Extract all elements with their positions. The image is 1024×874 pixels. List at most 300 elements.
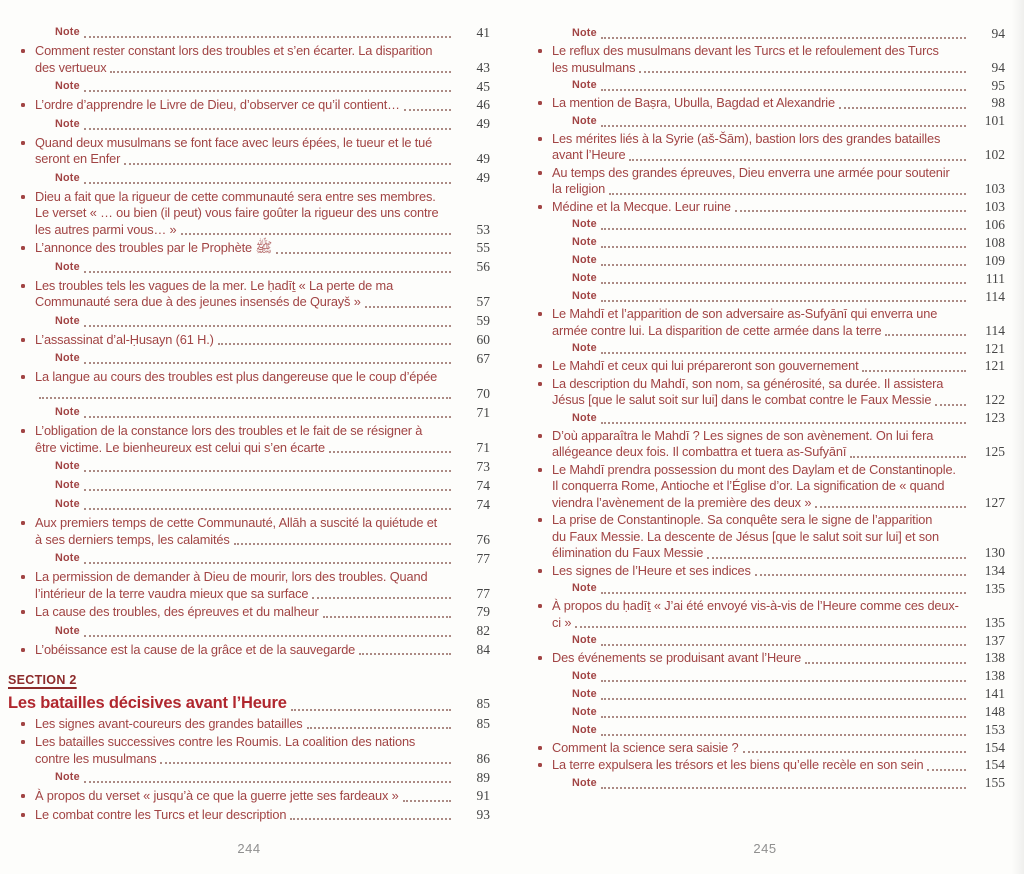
page-ref: 109 bbox=[984, 252, 1005, 268]
page-ref: 93 bbox=[476, 806, 490, 822]
toc-note-row bbox=[525, 340, 1005, 357]
toc-note-row bbox=[8, 116, 490, 133]
page-ref: 138 bbox=[984, 650, 1005, 665]
entry-text-line bbox=[35, 294, 490, 311]
page-ref: 41 bbox=[476, 24, 490, 40]
toc-note-row bbox=[525, 722, 1005, 739]
toc-entry bbox=[8, 788, 490, 805]
toc-note-row bbox=[8, 458, 490, 475]
toc-entry bbox=[525, 306, 1005, 339]
toc-entry bbox=[8, 332, 490, 349]
dotted-leader bbox=[601, 300, 966, 302]
toc-entry bbox=[8, 278, 490, 311]
dotted-leader bbox=[815, 506, 966, 508]
dotted-leader bbox=[601, 228, 966, 230]
note-label: Note bbox=[572, 669, 597, 682]
entry-text: Jésus [que le salut soit sur lui] dans le combat contre le Faux Messie bbox=[552, 392, 932, 407]
dotted-leader bbox=[365, 306, 451, 308]
entry-text-line: Quand deux musulmans se font face avec leurs épées, le tueur et le tué bbox=[35, 134, 433, 150]
page-ref: 56 bbox=[476, 259, 490, 274]
toc-entry bbox=[525, 428, 1005, 461]
page-ref: 43 bbox=[476, 59, 490, 75]
entry-text: Les batailles décisives avant l’Heure bbox=[8, 693, 287, 712]
entry-text: Le Mahdī et ceux qui lui prépareront son gouvernement bbox=[552, 358, 859, 373]
entry-text: Les signes avant-coureurs des grandes batailles bbox=[35, 715, 303, 731]
entry-text: allégeance deux fois. Il combattra et tuera as-Sufyānī bbox=[552, 444, 847, 459]
toc-note-row bbox=[8, 404, 490, 421]
note-label: Note bbox=[572, 582, 597, 594]
toc-entry bbox=[8, 716, 490, 733]
toc-note-row bbox=[8, 496, 490, 513]
page-ref: 121 bbox=[984, 358, 1005, 373]
toc-note-row bbox=[8, 623, 490, 640]
entry-text-line bbox=[35, 386, 490, 403]
dotted-leader bbox=[639, 71, 966, 73]
bullet-icon bbox=[538, 382, 542, 386]
note-label: Note bbox=[572, 687, 597, 700]
entry-text-line: Le Mahdī et l’apparition de son adversaire as-Sufyānī qui enverra une bbox=[552, 306, 938, 321]
toc-note-row bbox=[525, 686, 1005, 703]
dotted-leader bbox=[601, 787, 966, 789]
page-ref: 91 bbox=[476, 788, 490, 803]
dotted-leader bbox=[850, 456, 966, 458]
entry-text: La mention de Baṣra, Ubulla, Bagdad et Alexandrie bbox=[552, 95, 835, 110]
toc-entry bbox=[8, 135, 490, 168]
note-label: Note bbox=[55, 80, 80, 92]
dotted-leader bbox=[84, 781, 451, 783]
toc-note-row bbox=[8, 350, 490, 367]
bullet-icon bbox=[538, 518, 542, 522]
entry-text-line bbox=[552, 650, 1005, 667]
dotted-leader bbox=[403, 800, 451, 802]
entry-text: viendra l’avènement de la première des deux » bbox=[552, 494, 812, 510]
entry-text: Des événements se produisant avant l’Heure bbox=[552, 650, 802, 665]
entry-text-line bbox=[552, 60, 1005, 77]
bullet-icon bbox=[21, 375, 25, 379]
toc-entries-left bbox=[8, 24, 490, 823]
entry-text-line: La description du Mahdī, son nom, sa générosité, sa durée. Il assistera bbox=[552, 375, 944, 391]
toc-note-row bbox=[525, 77, 1005, 94]
dotted-leader bbox=[743, 751, 966, 753]
entry-text-line bbox=[552, 181, 1005, 198]
note-label: Note bbox=[55, 479, 80, 491]
toc-note-row bbox=[525, 216, 1005, 233]
entry-text-line bbox=[8, 693, 490, 714]
entry-text-line: La langue au cours des troubles est plus dangereuse que le coup d’épée bbox=[35, 369, 438, 384]
dotted-leader bbox=[84, 470, 451, 472]
entry-text-line: L’obligation de la constance lors des troubles et le fait de se résigner à bbox=[35, 423, 423, 438]
page-ref: 98 bbox=[991, 95, 1005, 110]
toc-entry bbox=[525, 376, 1005, 409]
bullet-icon bbox=[538, 171, 542, 175]
toc-entry bbox=[8, 642, 490, 659]
toc-entry bbox=[525, 462, 1005, 512]
dotted-leader bbox=[735, 210, 966, 212]
page-ref: 106 bbox=[984, 216, 1005, 232]
bullet-icon bbox=[538, 205, 542, 209]
entry-text-line bbox=[35, 60, 490, 77]
note-label: Note bbox=[572, 79, 597, 91]
bullet-icon bbox=[538, 137, 542, 141]
toc-note-row bbox=[525, 704, 1005, 721]
toc-entry bbox=[8, 369, 490, 402]
entry-text-line bbox=[35, 716, 490, 733]
dotted-leader bbox=[84, 416, 451, 418]
dotted-leader bbox=[601, 734, 966, 736]
section-label: SECTION 2 bbox=[8, 673, 77, 687]
toc-entry bbox=[525, 43, 1005, 76]
bullet-icon bbox=[21, 429, 25, 433]
bullet-icon bbox=[538, 763, 542, 767]
page-ref: 74 bbox=[476, 477, 490, 493]
toc-entry bbox=[525, 199, 1005, 216]
note-label: Note bbox=[572, 705, 597, 718]
page-ref: 86 bbox=[476, 750, 490, 766]
page-ref: 49 bbox=[476, 116, 490, 131]
bullet-icon bbox=[538, 312, 542, 316]
note-label: Note bbox=[55, 624, 80, 637]
page-ref: 82 bbox=[476, 623, 490, 638]
note-label: Note bbox=[55, 771, 80, 783]
dotted-leader bbox=[323, 616, 451, 618]
page-ref: 135 bbox=[984, 614, 1005, 630]
page-ref: 122 bbox=[984, 392, 1005, 407]
entry-text: contre les musulmans bbox=[35, 750, 157, 766]
page-ref: 94 bbox=[991, 59, 1005, 75]
page-ref: 94 bbox=[991, 25, 1005, 41]
bullet-icon bbox=[538, 656, 542, 660]
toc-entry bbox=[8, 240, 490, 257]
bullet-icon bbox=[21, 521, 25, 525]
dotted-leader bbox=[885, 334, 966, 336]
entry-text-line: Dieu a fait que la rigueur de cette communauté sera entre ses membres. bbox=[35, 188, 436, 204]
toc-entry bbox=[525, 740, 1005, 757]
entry-text: Médine et la Mecque. Leur ruine bbox=[552, 198, 731, 214]
dotted-leader bbox=[84, 182, 451, 184]
dotted-leader bbox=[601, 89, 966, 91]
note-label: Note bbox=[572, 218, 597, 230]
bullet-icon bbox=[21, 740, 25, 744]
entry-text-line: Le verset « … ou bien (il peut) vous faire goûter la rigueur des uns contre bbox=[35, 205, 439, 220]
toc-entry bbox=[525, 757, 1005, 774]
entry-text-line: Les batailles successives contre les Roumis. La coalition des nations bbox=[35, 734, 416, 749]
dotted-leader bbox=[862, 370, 966, 372]
page-ref: 95 bbox=[991, 77, 1005, 93]
toc-note-row bbox=[8, 477, 490, 494]
dotted-leader bbox=[609, 193, 966, 195]
toc-note-row bbox=[525, 234, 1005, 251]
bullet-icon bbox=[21, 338, 25, 342]
dotted-leader bbox=[935, 404, 966, 406]
toc-entry bbox=[525, 563, 1005, 580]
dotted-leader bbox=[276, 252, 451, 254]
entry-text-line: Comment rester constant lors des troubles et s’en écarter. La disparition bbox=[35, 43, 433, 58]
note-label: Note bbox=[572, 27, 597, 39]
toc-note-row bbox=[8, 769, 490, 786]
dotted-leader bbox=[755, 574, 966, 576]
page-ref: 135 bbox=[984, 580, 1005, 596]
bullet-icon bbox=[21, 284, 25, 288]
dotted-leader bbox=[312, 597, 451, 599]
toc-entries-right bbox=[525, 25, 1005, 792]
entry-text-line bbox=[35, 332, 490, 349]
toc-note-row bbox=[525, 113, 1005, 130]
page-ref: 85 bbox=[476, 695, 490, 711]
page-ref: 114 bbox=[985, 322, 1005, 338]
entry-text-line: Les mérites liés à la Syrie (aš-Šām), bastion lors des grandes batailles bbox=[552, 130, 941, 146]
bullet-icon bbox=[538, 49, 542, 53]
note-label: Note bbox=[55, 314, 80, 327]
bullet-icon bbox=[538, 364, 542, 368]
entry-text-line bbox=[552, 444, 1005, 461]
page-ref: 60 bbox=[476, 331, 490, 347]
toc-note-row bbox=[525, 288, 1005, 305]
toc-entry bbox=[8, 43, 490, 76]
note-label: Note bbox=[55, 498, 80, 510]
toc-note-row bbox=[525, 775, 1005, 792]
page-ref: 114 bbox=[985, 288, 1005, 304]
bullet-icon bbox=[538, 434, 542, 438]
entry-text-line bbox=[35, 440, 490, 457]
page-ref: 127 bbox=[984, 494, 1005, 510]
bullet-icon bbox=[21, 794, 25, 798]
toc-entry bbox=[525, 131, 1005, 164]
entry-text-line bbox=[35, 604, 490, 621]
dotted-leader bbox=[575, 626, 966, 628]
note-label: Note bbox=[572, 342, 597, 354]
entry-text: élimination du Faux Messie bbox=[552, 545, 704, 560]
page-ref: 123 bbox=[984, 410, 1005, 425]
page-ref: 108 bbox=[984, 234, 1005, 250]
entry-text: L’ordre d’apprendre le Livre de Dieu, d’observer ce qu’il contient… bbox=[35, 97, 400, 112]
toc-note-row bbox=[525, 580, 1005, 597]
page-ref: 101 bbox=[984, 113, 1005, 128]
bullet-icon bbox=[21, 195, 25, 199]
section-title-row bbox=[8, 693, 490, 714]
dotted-leader bbox=[160, 762, 451, 764]
toc-entry bbox=[8, 604, 490, 621]
entry-text-line: Aux premiers temps de cette Communauté, Allāh a suscité la quiétude et bbox=[35, 515, 438, 530]
dotted-leader bbox=[181, 233, 452, 235]
note-label: Note bbox=[55, 352, 80, 364]
dotted-leader bbox=[601, 125, 966, 127]
page-ref: 67 bbox=[476, 350, 490, 366]
entry-text-line: La prise de Constantinople. Sa conquête sera le signe de l’apparition bbox=[552, 512, 933, 527]
bullet-icon bbox=[538, 101, 542, 105]
bullet-icon bbox=[538, 604, 542, 608]
entry-text: L’assassinat d’al-Ḥusayn (61 H.) bbox=[35, 331, 214, 347]
entry-text: les autres parmi vous… » bbox=[35, 221, 177, 237]
bullet-icon bbox=[21, 103, 25, 107]
dotted-leader bbox=[39, 397, 451, 399]
note-label: Note bbox=[572, 236, 597, 248]
section-label-row bbox=[8, 672, 490, 689]
entry-text-line bbox=[35, 751, 490, 768]
page-ref: 84 bbox=[476, 641, 490, 657]
toc-note-row bbox=[8, 313, 490, 330]
entry-text: à ses derniers temps, les calamités bbox=[35, 531, 230, 547]
entry-text-line bbox=[552, 199, 1005, 216]
entry-text-line: À propos du ḥadīṯ « J’ai été envoyé vis-à-vis de l’Heure comme ces deux- bbox=[552, 598, 959, 613]
entry-text-line bbox=[552, 358, 1005, 375]
scan-edge-shadow bbox=[1012, 0, 1024, 874]
entry-text: armée contre lui. La disparition de cette armée dans la terre bbox=[552, 322, 882, 338]
entry-text-line: Le Mahdī prendra possession du mont des Daylam et de Constantinople. bbox=[552, 461, 956, 477]
bullet-icon bbox=[21, 575, 25, 579]
dotted-leader bbox=[84, 325, 451, 327]
entry-text-line bbox=[35, 97, 490, 114]
dotted-leader bbox=[84, 562, 451, 564]
page-ref: 137 bbox=[984, 632, 1005, 648]
note-label: Note bbox=[55, 406, 80, 418]
entry-text-line: Le reflux des musulmans devant les Turcs et le refoulement des Turcs bbox=[552, 43, 939, 58]
dotted-leader bbox=[707, 557, 966, 559]
entry-text: des vertueux bbox=[35, 59, 107, 75]
entry-text: La terre expulsera les trésors et les biens qu’elle recèle en son sein bbox=[552, 757, 924, 772]
page-ref: 73 bbox=[476, 458, 490, 474]
entry-text-line bbox=[552, 95, 1005, 112]
note-label: Note bbox=[572, 254, 597, 266]
page-ref: 57 bbox=[476, 294, 490, 309]
toc-entry bbox=[525, 165, 1005, 198]
dotted-leader bbox=[601, 716, 966, 718]
dotted-leader bbox=[404, 109, 451, 111]
bullet-icon bbox=[21, 49, 25, 53]
note-label: Note bbox=[55, 26, 80, 38]
dotted-leader bbox=[839, 107, 966, 109]
note-label: Note bbox=[55, 552, 80, 564]
entry-text-line bbox=[35, 222, 490, 239]
page-ref: 71 bbox=[476, 404, 490, 420]
page-ref: 71 bbox=[476, 439, 490, 455]
entry-text-line bbox=[552, 495, 1005, 512]
page-ref: 134 bbox=[984, 562, 1005, 578]
dotted-leader bbox=[805, 662, 966, 664]
entry-text: Communauté sera due à des jeunes insensés de Qurayš » bbox=[35, 294, 361, 309]
entry-text-line bbox=[35, 642, 490, 659]
entry-text-line bbox=[552, 615, 1005, 632]
page-ref: 153 bbox=[984, 722, 1005, 737]
entry-text: La cause des troubles, des épreuves et du malheur bbox=[35, 604, 319, 619]
page-ref: 59 bbox=[476, 313, 490, 328]
toc-note-row bbox=[8, 78, 490, 95]
dotted-leader bbox=[84, 128, 451, 130]
dotted-leader bbox=[84, 508, 451, 510]
dotted-leader bbox=[84, 271, 451, 273]
dotted-leader bbox=[601, 352, 966, 354]
note-label: Note bbox=[55, 260, 80, 273]
page-ref: 74 bbox=[476, 496, 490, 512]
entry-text: la religion bbox=[552, 181, 606, 196]
toc-entry bbox=[8, 97, 490, 114]
toc-note-row bbox=[525, 270, 1005, 287]
note-label: Note bbox=[572, 411, 597, 424]
toc-entry bbox=[8, 515, 490, 548]
dotted-leader bbox=[307, 727, 451, 729]
bullet-icon bbox=[21, 722, 25, 726]
page-ref: 79 bbox=[476, 604, 490, 619]
page-ref: 141 bbox=[984, 686, 1005, 701]
toc-entry bbox=[525, 598, 1005, 631]
dotted-leader bbox=[329, 451, 451, 453]
entry-text: Les signes de l’Heure et ses indices bbox=[552, 562, 751, 578]
toc-entry bbox=[8, 734, 490, 767]
entry-text-line: La permission de demander à Dieu de mourir, lors des troubles. Quand bbox=[35, 569, 428, 584]
entry-text: avant l’Heure bbox=[552, 147, 626, 162]
dotted-leader bbox=[927, 769, 966, 771]
note-label: Note bbox=[55, 171, 80, 184]
toc-note-row bbox=[525, 252, 1005, 269]
page-ref: 125 bbox=[984, 444, 1005, 459]
entry-text-line bbox=[552, 563, 1005, 580]
page-ref: 155 bbox=[984, 775, 1005, 790]
page-ref: 103 bbox=[984, 198, 1005, 214]
entry-text: Le combat contre les Turcs et leur description bbox=[35, 806, 287, 822]
note-label: Note bbox=[572, 723, 597, 736]
dotted-leader bbox=[601, 246, 966, 248]
dotted-leader bbox=[291, 709, 451, 711]
toc-entry bbox=[525, 95, 1005, 112]
entry-text-line: du Faux Messie. La descente de Jésus [que le salut soit sur lui] et son bbox=[552, 528, 939, 544]
entry-text-line bbox=[35, 240, 490, 257]
dotted-leader bbox=[84, 362, 451, 364]
note-label: Note bbox=[572, 634, 597, 646]
note-label: Note bbox=[55, 117, 80, 130]
note-label: Note bbox=[55, 460, 80, 472]
bullet-icon bbox=[538, 746, 542, 750]
toc-note-row bbox=[525, 410, 1005, 427]
page-ref: 111 bbox=[985, 270, 1005, 286]
dotted-leader bbox=[601, 282, 966, 284]
page-ref: 154 bbox=[984, 739, 1005, 755]
entry-text-line bbox=[552, 323, 1005, 340]
entry-text: les musulmans bbox=[552, 59, 636, 75]
page-ref: 89 bbox=[476, 769, 490, 785]
entry-text-line bbox=[552, 392, 1005, 409]
page-ref: 45 bbox=[476, 78, 490, 94]
entry-text: seront en Enfer bbox=[35, 151, 121, 166]
entry-text-line bbox=[35, 151, 490, 168]
entry-text-line: D’où apparaîtra le Mahdī ? Les signes de son avènement. On lui fera bbox=[552, 427, 934, 443]
note-label: Note bbox=[572, 776, 597, 789]
toc-note-row bbox=[8, 259, 490, 276]
toc-note-row bbox=[8, 170, 490, 187]
dotted-leader bbox=[110, 71, 451, 73]
entry-text-line bbox=[552, 147, 1005, 164]
toc-page-right bbox=[525, 24, 1005, 792]
dotted-leader bbox=[84, 36, 451, 38]
dotted-leader bbox=[84, 90, 451, 92]
entry-text-line: Il conquerra Rome, Antioche et l’Église d’or. La signification de « quand bbox=[552, 478, 945, 493]
toc-entry bbox=[525, 650, 1005, 667]
page-number-footer-left: 244 bbox=[237, 841, 261, 856]
toc-entry bbox=[525, 358, 1005, 375]
toc-entry bbox=[8, 189, 490, 239]
dotted-leader bbox=[218, 343, 451, 345]
bullet-icon bbox=[538, 468, 542, 472]
bullet-icon bbox=[21, 610, 25, 614]
toc-entry bbox=[8, 423, 490, 456]
entry-text-line bbox=[35, 586, 490, 603]
dotted-leader bbox=[601, 698, 966, 700]
page-ref: 77 bbox=[476, 585, 490, 601]
toc-note-row bbox=[525, 668, 1005, 685]
bullet-icon bbox=[538, 569, 542, 573]
dotted-leader bbox=[124, 163, 451, 165]
entry-text: L’annonce des troubles par le Prophète ﷺ bbox=[35, 239, 273, 255]
toc-note-row bbox=[525, 25, 1005, 42]
page-ref: 85 bbox=[476, 715, 490, 731]
